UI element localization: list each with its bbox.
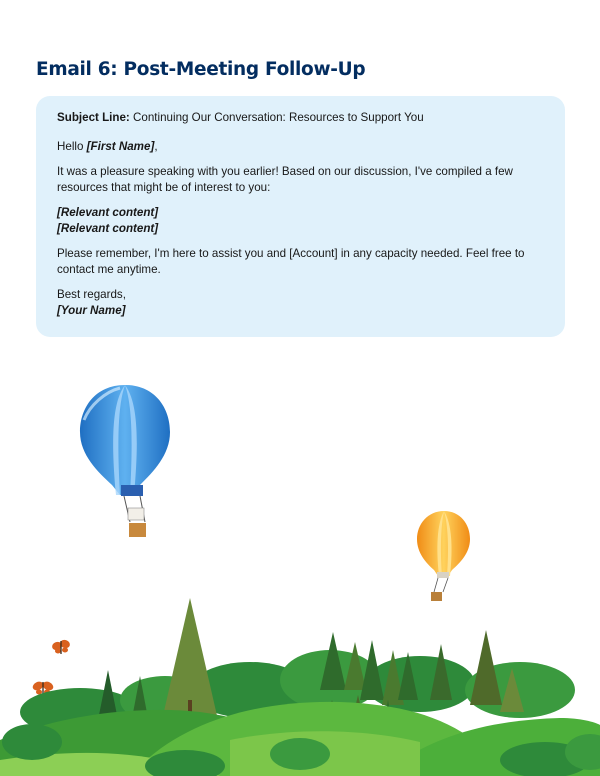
first-name-placeholder: [First Name] <box>86 140 155 153</box>
intro-paragraph: It was a pleasure speaking with you earlier! Based on our discussion, I've compiled a few resources that might be of interest to you: <box>57 165 513 194</box>
signature-placeholder: [Your Name] <box>57 304 126 317</box>
relevant-content-2: [Relevant content] <box>57 222 159 235</box>
butterfly-icon <box>51 639 71 654</box>
subject-line <box>57 110 543 126</box>
subject-label: Subject Line: <box>57 111 130 124</box>
email-template-card <box>36 96 565 337</box>
page-title: Email 6: Post-Meeting Follow-Up <box>36 59 366 80</box>
landscape-illustration <box>0 340 600 776</box>
subject-text: Continuing Our Conversation: Resources to Support You <box>133 111 424 124</box>
greeting <box>57 139 543 155</box>
closing-paragraph: Please remember, I'm here to assist you and [Account] in any capacity needed. Feel free to contact me anytime. <box>57 247 525 276</box>
blue-balloon-icon <box>80 385 170 537</box>
relevant-content-1: [Relevant content] <box>57 206 159 219</box>
sign-off: Best regards, <box>57 288 126 301</box>
greeting-suffix: , <box>154 140 158 153</box>
orange-balloon-icon <box>417 511 470 601</box>
greeting-prefix: Hello <box>57 140 87 153</box>
